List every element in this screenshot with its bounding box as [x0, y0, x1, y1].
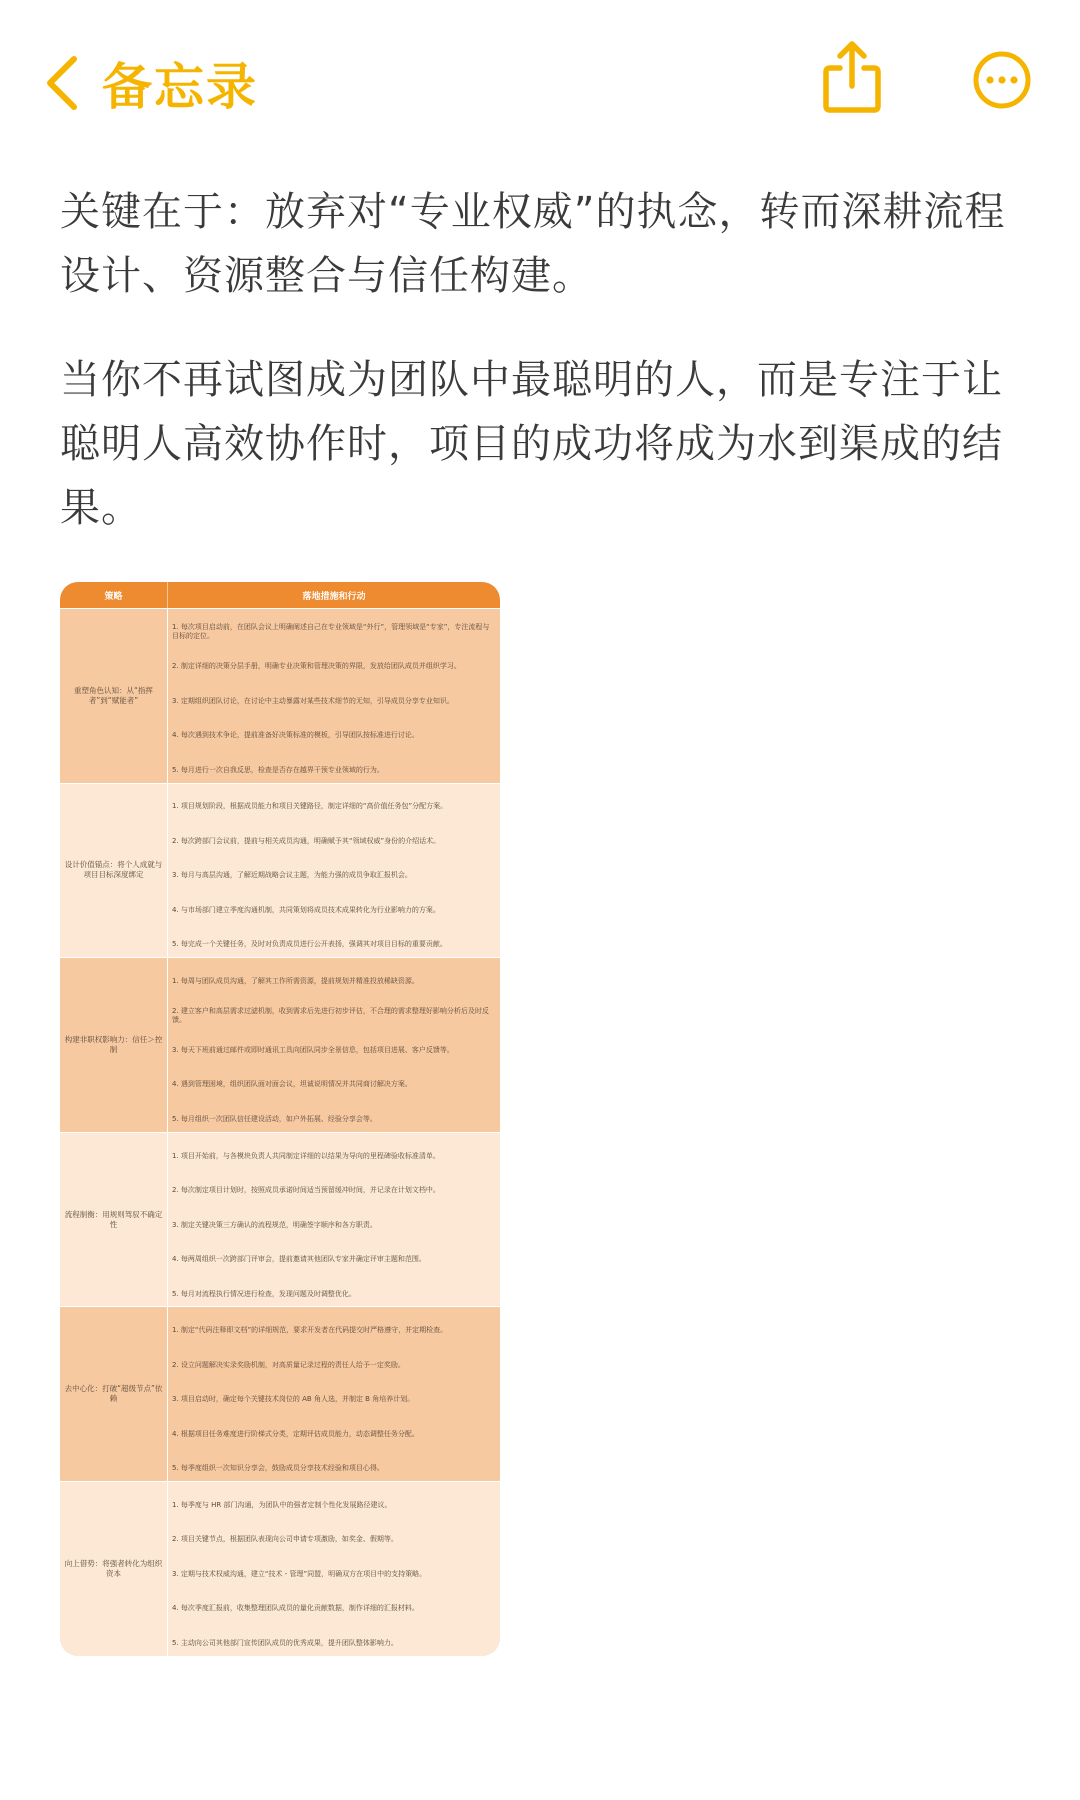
action-item: 2. 建立客户和高层需求过滤机制，收到需求后先进行初步评估，不合理的需求整理好影响分析后及时反馈。	[172, 1006, 489, 1024]
action-item: 3. 定期组织团队讨论，在讨论中主动暴露对某些技术细节的无知，引导成员分享专业知识。	[172, 696, 454, 705]
actions-cell	[168, 784, 500, 958]
actions-cell	[168, 1133, 500, 1307]
share-button[interactable]	[820, 38, 884, 114]
action-item: 3. 每月与高层沟通，了解近期战略会议主题，为能力强的成员争取汇报机会。	[172, 871, 412, 880]
action-item: 2. 每次跨部门会议前，提前与相关成员沟通，明确赋予其“领域权威”身份的介绍话术。	[172, 836, 441, 845]
back-label: 备忘录	[102, 58, 258, 116]
table-row	[60, 608, 500, 783]
action-item: 1. 每季度与 HR 部门沟通，为团队中的强者定制个性化发展路径建议。	[172, 1500, 392, 1509]
action-item: 3. 定期与技术权威沟通，建立“技术 - 管理”同盟，明确双方在项目中的支持策略。	[172, 1569, 427, 1578]
header-strategy: 策略	[60, 582, 168, 608]
action-item: 5. 每季度组织一次知识分享会，鼓励成员分享技术经验和项目心得。	[172, 1464, 384, 1473]
back-button[interactable]	[44, 48, 258, 118]
action-item: 3. 项目启动时，确定每个关键技术岗位的 AB 角人选，并制定 B 角培养计划。	[172, 1395, 415, 1404]
action-item: 4. 每次季度汇报前，收集整理团队成员的量化贡献数据，制作详细的汇报材料。	[172, 1604, 419, 1613]
action-item: 5. 每月对流程执行情况进行检查，发现问题及时调整优化。	[172, 1289, 356, 1298]
action-item: 4. 遇到管理困境，组织团队面对面会议，坦诚说明情况并共同商讨解决方案。	[172, 1080, 412, 1089]
header-actions: 落地措施和行动	[302, 591, 366, 602]
more-options-button[interactable]	[972, 50, 1032, 110]
share-icon	[820, 38, 884, 114]
action-item: 5. 每月组织一次团队信任建设活动，如户外拓展、经验分享会等。	[172, 1114, 377, 1123]
action-item: 2. 项目关键节点，根据团队表现向公司申请专项激励，如奖金、假期等。	[172, 1535, 398, 1544]
action-item: 3. 制定关键决策三方确认的流程规范，明确签字顺序和各方职责。	[172, 1220, 377, 1229]
strategy-cell: 重塑角色认知：从“指挥者”到“赋能者”	[60, 609, 168, 783]
action-item: 4. 每两周组织一次跨部门评审会，提前邀请其他团队专家并确定评审主题和范围。	[172, 1255, 426, 1264]
nav-bar	[0, 0, 1080, 170]
action-item: 5. 每完成一个关键任务，及时对负责成员进行公开表扬，强调其对项目目标的重要贡献。	[172, 940, 447, 949]
actions-cell	[168, 1482, 500, 1656]
action-item: 2. 制定详细的决策分层手册，明确专业决策和管理决策的界限，发放给团队成员并组织学习。	[172, 662, 461, 671]
strategy-cell: 设计价值锚点：将个人成就与项目目标深度绑定	[60, 784, 168, 958]
strategy-cell: 向上借势：将强者转化为组织资本	[60, 1482, 168, 1656]
table-header	[60, 582, 500, 608]
strategy-cell: 流程制衡：用规则驾驭不确定性	[60, 1133, 168, 1307]
action-item: 5. 主动向公司其他部门宣传团队成员的优秀成果，提升团队整体影响力。	[172, 1638, 398, 1647]
actions-cell	[168, 1307, 500, 1481]
action-item: 1. 每周与团队成员沟通，了解其工作所需资源，提前规划并精准投放稀缺资源。	[172, 976, 419, 985]
note-paragraph-1: 关键在于：放弃对“专业权威”的执念，转而深耕流程设计、资源整合与信任构建。	[60, 189, 1006, 299]
action-item: 1. 项目开始前，与各模块负责人共同制定详细的以结果为导向的里程碑验收标准清单。	[172, 1151, 440, 1160]
action-item: 4. 每次遇到技术争论，提前准备好决策标准的模板，引导团队按标准进行讨论。	[172, 731, 419, 740]
strategy-cell: 构建非职权影响力：信任＞控制	[60, 958, 168, 1132]
actions-cell	[168, 609, 500, 783]
action-item: 4. 根据项目任务难度进行阶梯式分类，定期评估成员能力，动态调整任务分配。	[172, 1429, 419, 1438]
action-item: 3. 每天下班前通过邮件或即时通讯工具向团队同步全景信息，包括项目进展、客户反馈等。	[172, 1045, 454, 1054]
action-item: 2. 每次制定项目计划时，按照成员承诺时间适当预留缓冲时间，并记录在计划文档中。	[172, 1186, 440, 1195]
table-body	[60, 608, 500, 1656]
table-row	[60, 1132, 500, 1307]
action-item: 2. 设立问题解决实录奖励机制，对高质量记录过程的责任人给予一定奖励。	[172, 1360, 405, 1369]
action-item: 4. 与市场部门建立季度沟通机制，共同策划将成员技术成果转化为行业影响力的方案。	[172, 905, 440, 914]
table-row	[60, 957, 500, 1132]
strategy-cell: 去中心化：打破“超级节点”依赖	[60, 1307, 168, 1481]
action-item: 1. 每次项目启动前，在团队会议上明确阐述自己在专业领域是“外行”，管理领域是“专家”，专注流程与目标的定位。	[172, 623, 490, 641]
strategy-table-image[interactable]	[60, 582, 500, 1656]
actions-cell	[168, 958, 500, 1132]
note-paragraph-2: 当你不再试图成为团队中最聪明的人，而是专注于让聪明人高效协作时，项目的成功将成为水到渠成的结果。	[60, 357, 1003, 531]
table-row	[60, 783, 500, 958]
table-row	[60, 1481, 500, 1656]
chevron-left-icon	[44, 55, 80, 111]
table-row	[60, 1306, 500, 1481]
action-item: 1. 制定“代码注释即文档”的详细规范，要求开发者在代码提交时严格遵守，并定期检查。	[172, 1326, 448, 1335]
action-item: 5. 每月进行一次自我反思，检查是否存在越界干预专业领域的行为。	[172, 765, 384, 774]
more-icon	[972, 50, 1032, 110]
action-item: 1. 项目规划阶段，根据成员能力和项目关键路径，制定详细的“高价值任务包”分配方案。	[172, 802, 448, 811]
